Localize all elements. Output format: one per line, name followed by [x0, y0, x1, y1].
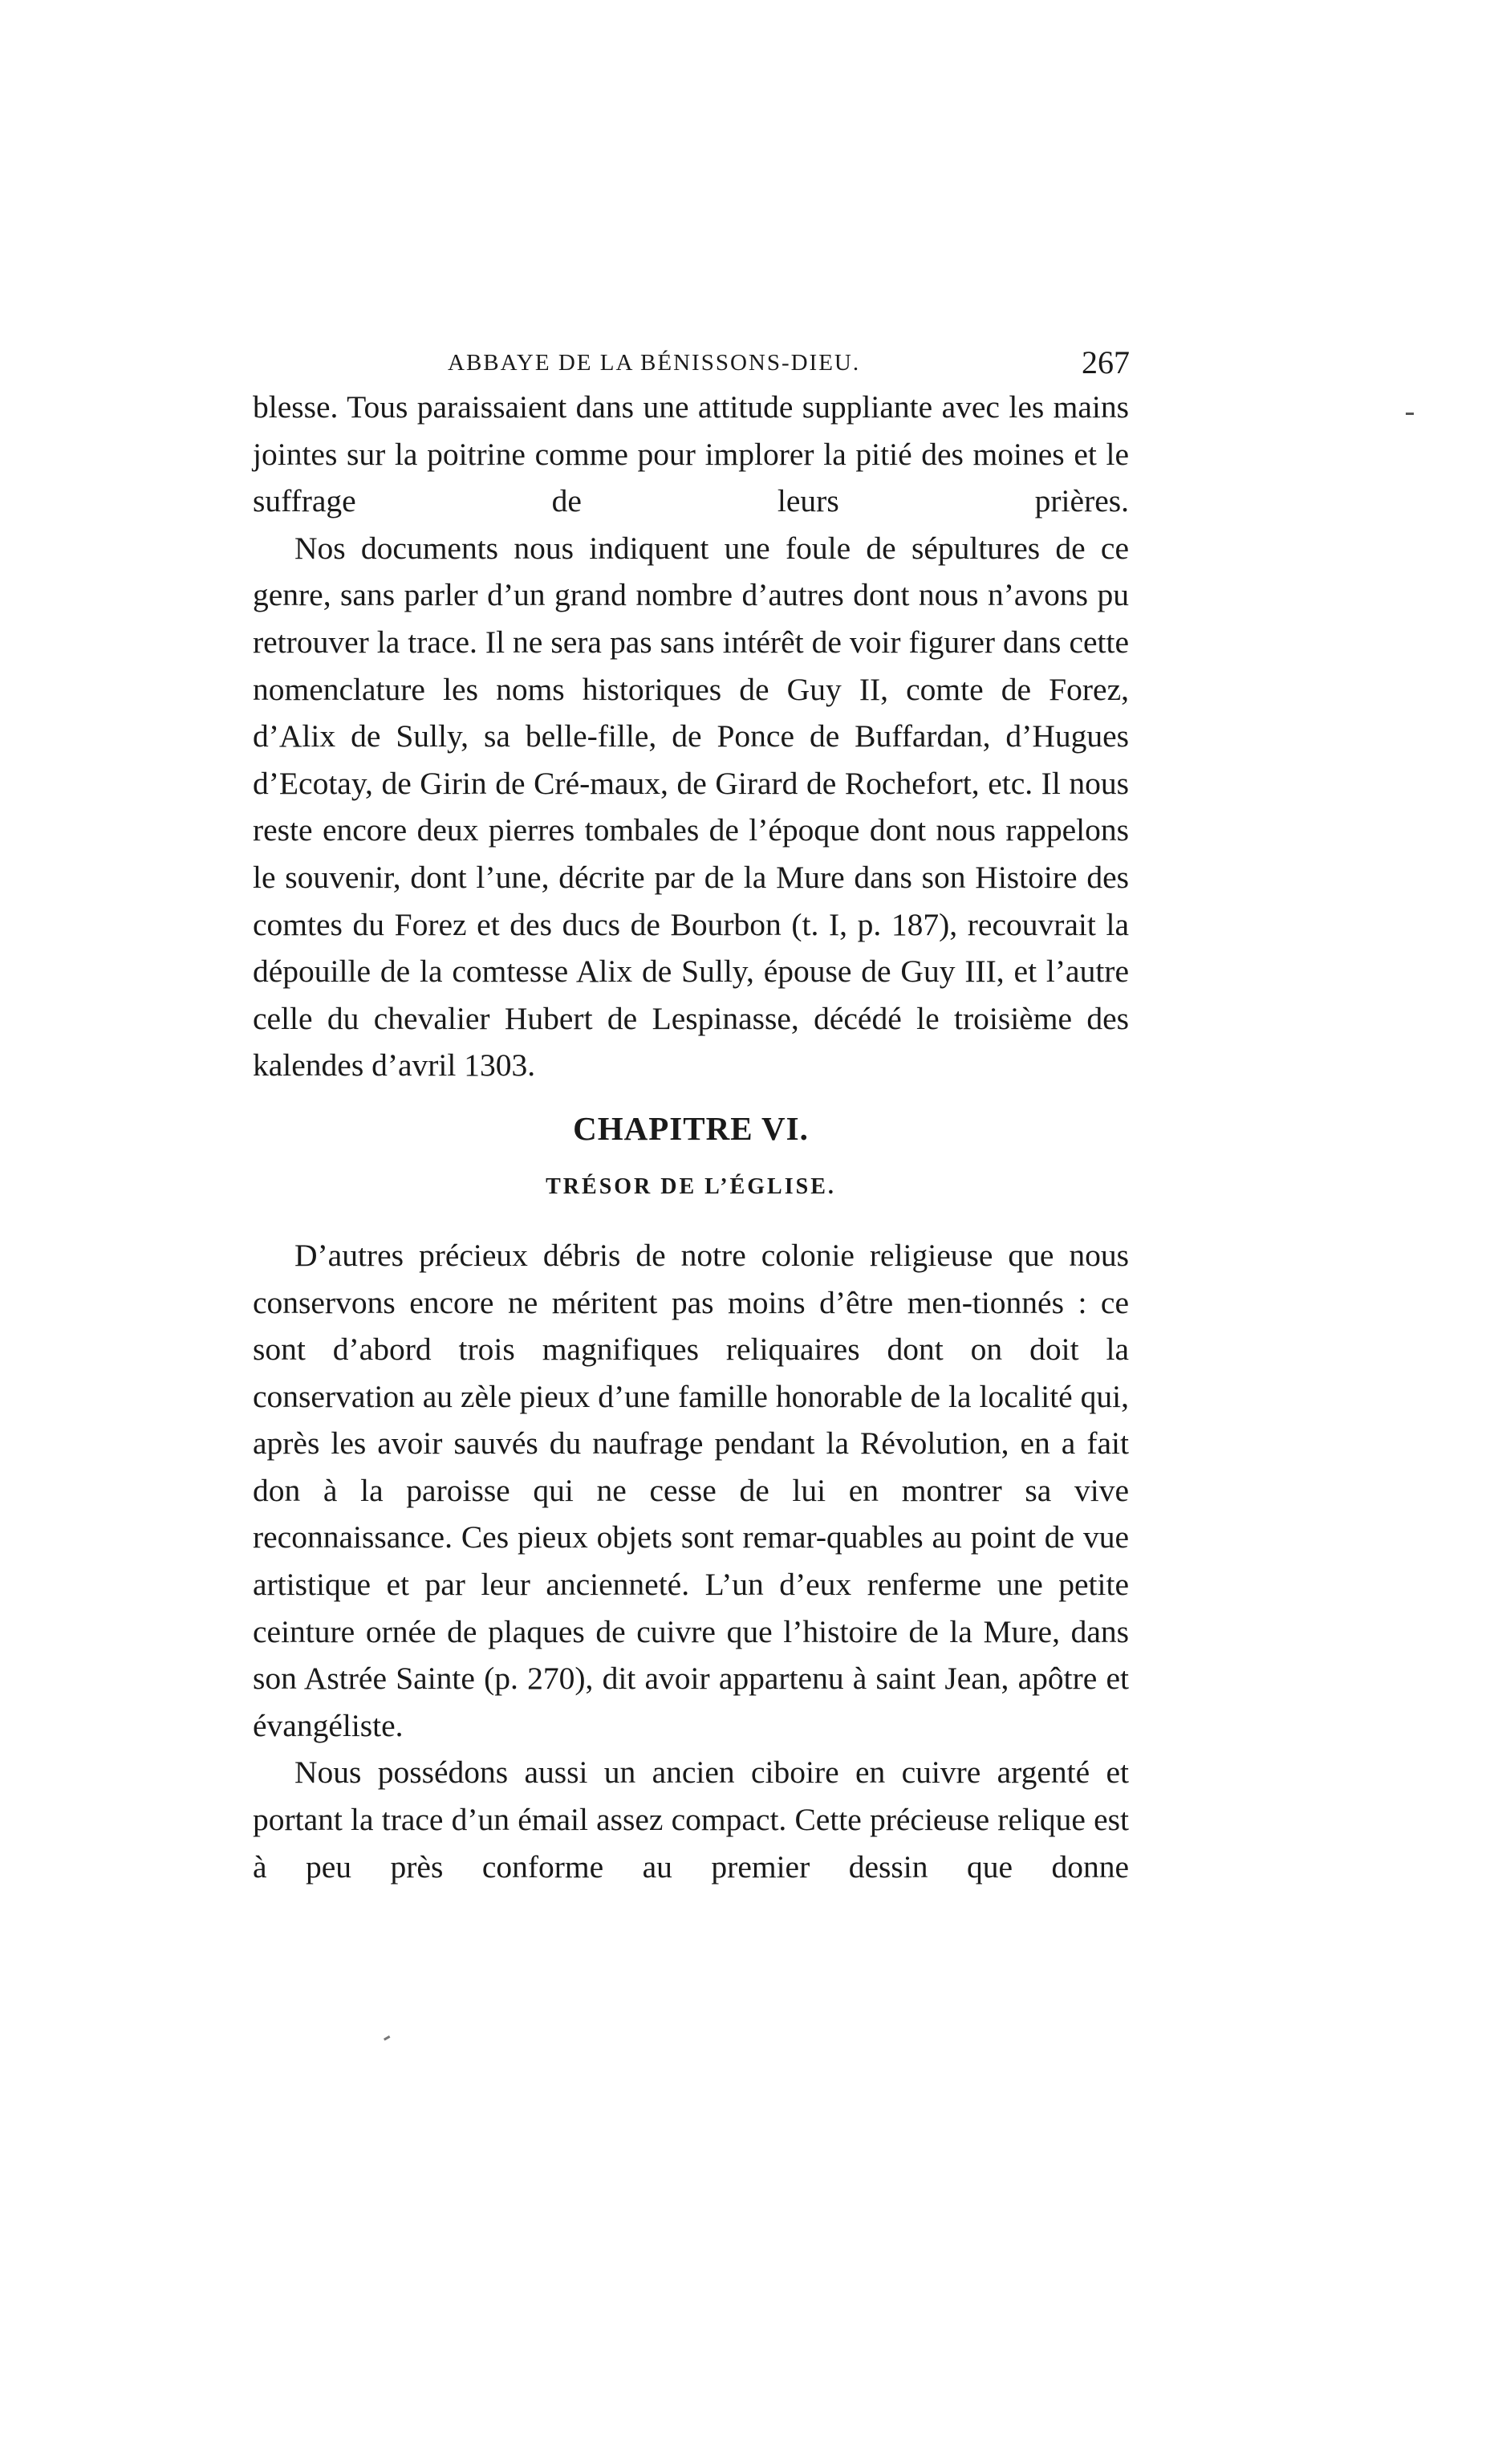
paragraph-reliquaires: D’autres précieux débris de notre colonie religieuse que nous conservons encore ne méritent pas moins d’être men-tionnés : ce sont d’abord trois magnifiques reliquaires dont on doit la conservation au zèle pieux d’une famille honorable de la localité qui, après les avoir sauvés du naufrage pendant la Révolution, en a fait don à la paroisse qui ne cesse de lui en montrer sa vive reconnaissance. Ces pieux objets sont remar-quables au point de vue artistique et par leur ancienneté. L’un d’eux renferme une petite ceinture ornée de plaques de cuivre que l’histoire de la Mure, dans son Astrée Sainte (p. 270), dit avoir appartenu à saint Jean, apôtre et évangéliste.: [253, 1237, 1129, 1743]
speck-mark: [1406, 413, 1414, 415]
paragraph-ciboire: Nous possédons aussi un ancien ciboire en cuivre argenté et portant la trace d’un émail assez compact. Cette précieuse relique est à peu près conforme au premier dessin que donne: [253, 1754, 1129, 1885]
chapter-title: CHAPITRE VI.: [573, 1109, 809, 1147]
running-head-title: ABBAYE DE LA BÉNISSONS-DIEU.: [448, 350, 861, 376]
paragraph-sepultures: Nos documents nous indiquent une foule de sépultures de ce genre, sans parler d’un grand nombre d’autres dont nous n’avons pu retrouver la trace. Il ne sera pas sans intérêt de voir figurer dans cette nomenclature les noms historiques de Guy II, comte de Forez, d’Alix de Sully, sa belle-fille, de Ponce de Buffardan, d’Hugues d’Ecotay, de Girin de Cré-maux, de Girard de Rochefort, etc. Il nous reste encore deux pierres tombales de l’époque dont nous rappelons le souvenir, dont l’une, décrite par de la Mure dans son Histoire des comtes du Forez et des ducs de Bourbon (t. I, p. 187), recouvrait la dépouille de la comtesse Alix de Sully, épouse de Guy III, et l’autre celle du chevalier Hubert de Lespinasse, décédé le troisième des kalendes d’avril 1303.: [253, 530, 1129, 1084]
speck-mark: [384, 2035, 390, 2041]
page-number: 267: [1082, 344, 1130, 380]
paragraph-continuation: blesse. Tous paraissaient dans une attitude suppliante avec les mains jointes sur la poitrine comme pour implorer la pitié des moines et le suffrage de leurs prières.: [253, 389, 1129, 519]
body-text: [253, 384, 1129, 1890]
chapter-subtitle: TRÉSOR DE L’ÉGLISE.: [546, 1173, 836, 1199]
